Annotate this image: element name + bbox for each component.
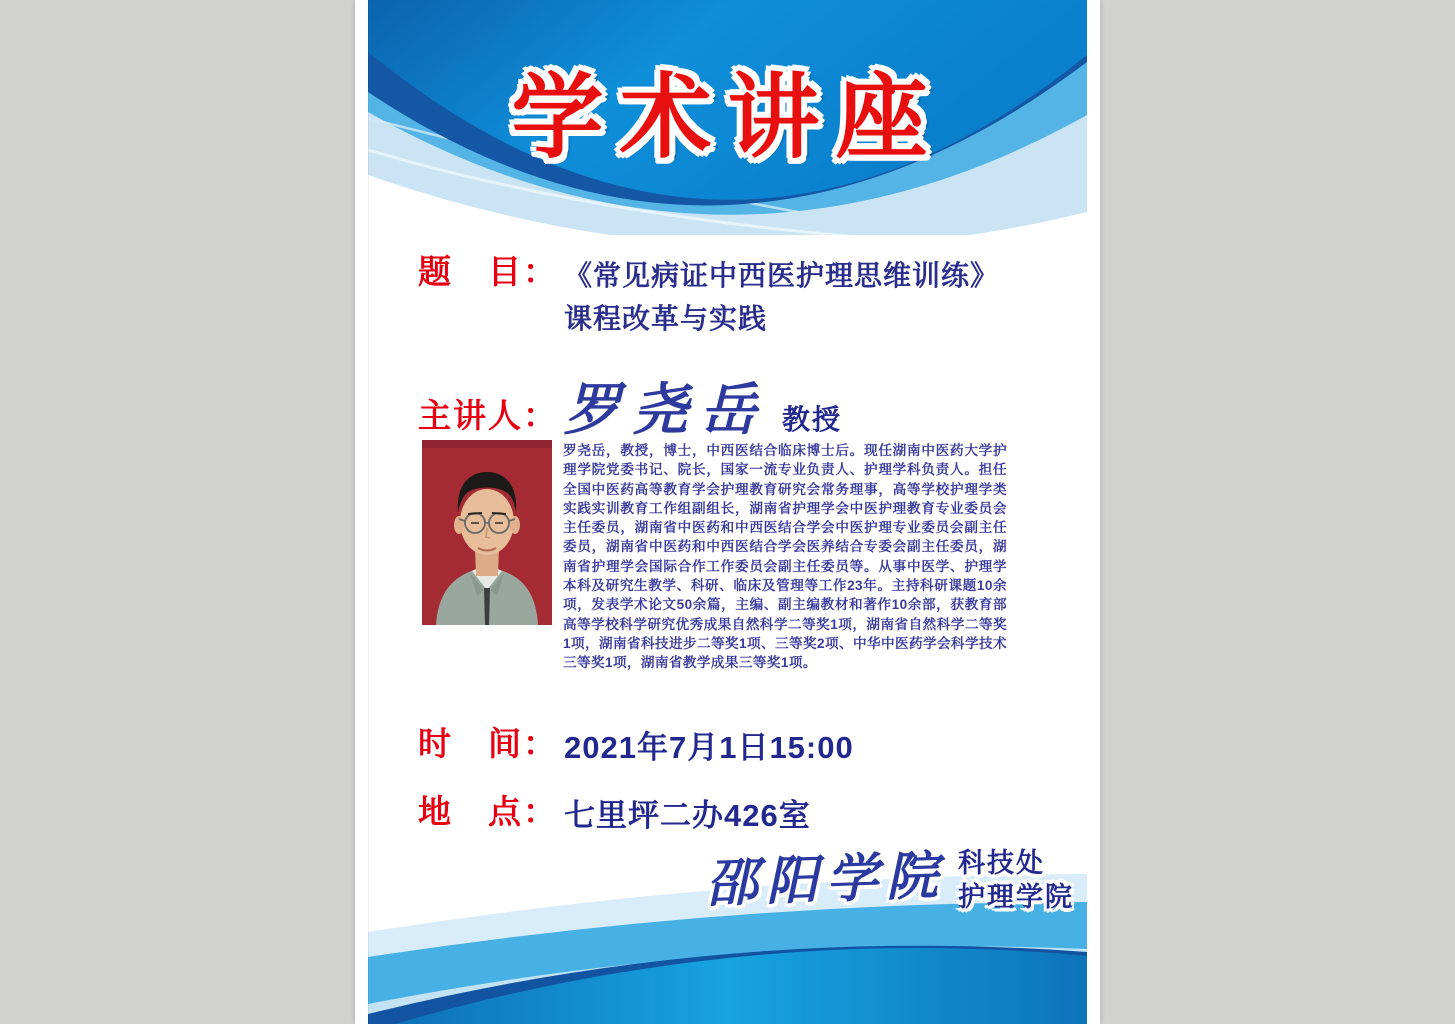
speaker-name: 罗尧岳	[564, 377, 768, 443]
venue-value: 七里坪二办426室	[564, 798, 811, 833]
time-row	[418, 722, 854, 767]
speaker-portrait-illustration	[422, 440, 552, 625]
time-value: 2021年7月1日15:00	[564, 730, 854, 765]
lecture-title-line1: 《常见病证中西医护理思维训练》	[564, 260, 1000, 291]
organizer-departments	[958, 846, 1074, 914]
university-name: 邵阳学院	[704, 845, 947, 915]
department-1: 科技处	[958, 848, 1046, 878]
venue-label: 地 点：	[418, 793, 558, 831]
venue-row	[418, 790, 811, 835]
title-label: 题 目：	[418, 253, 558, 290]
lecture-title-line2: 课程改革与实践	[564, 303, 768, 335]
speaker-photo	[422, 440, 552, 625]
banner-title: 学术讲座	[511, 67, 944, 169]
lecture-title-row	[418, 254, 999, 341]
speaker-label: 主讲人：	[418, 396, 558, 434]
organizer-signature	[706, 846, 1074, 914]
department-2: 护理学院	[958, 882, 1075, 912]
poster-artwork	[368, 0, 1087, 1024]
speaker-row	[418, 377, 843, 443]
poster-content	[368, 0, 1087, 1024]
speaker-degree: 教授	[782, 404, 843, 435]
lecture-title	[564, 254, 999, 341]
time-label: 时 间：	[418, 725, 558, 763]
speaker-bio: 罗尧岳，教授，博士，中西医结合临床博士后。现任湖南中医药大学护理学院党委书记、院长，国家一流专业负责人、护理学科负责人。担任全国中医药高等教育学会护理教育研究会常务理事，高等学校护理学类实践实训教育工作组副组长，湖南省护理学会中医护理教育专业委员会主任委员，湖南省中医药和中西医结合学会中医护理专业委员会副主任委员，湖南省中医药和中西医结合学会医养结合专委会副主任委员，湖南省护理学会国际合作工作委员会副主任委员等。从事中医学、护理学本科及研究生教学、科研、临床及管理等工作23年。主持科研课题10余项，发表学术论文50余篇，主编、副主编教材和著作10余部，获教育部高等学校科学研究优秀成果自然科学二等奖1项，湖南省自然科学二等奖1项，湖南省科技进步二等奖1项、三等奖2项、中华中医药学会科学技术三等奖1项，湖南省教学成果三等奖1项。	[563, 443, 1007, 671]
poster-page	[355, 0, 1100, 1024]
